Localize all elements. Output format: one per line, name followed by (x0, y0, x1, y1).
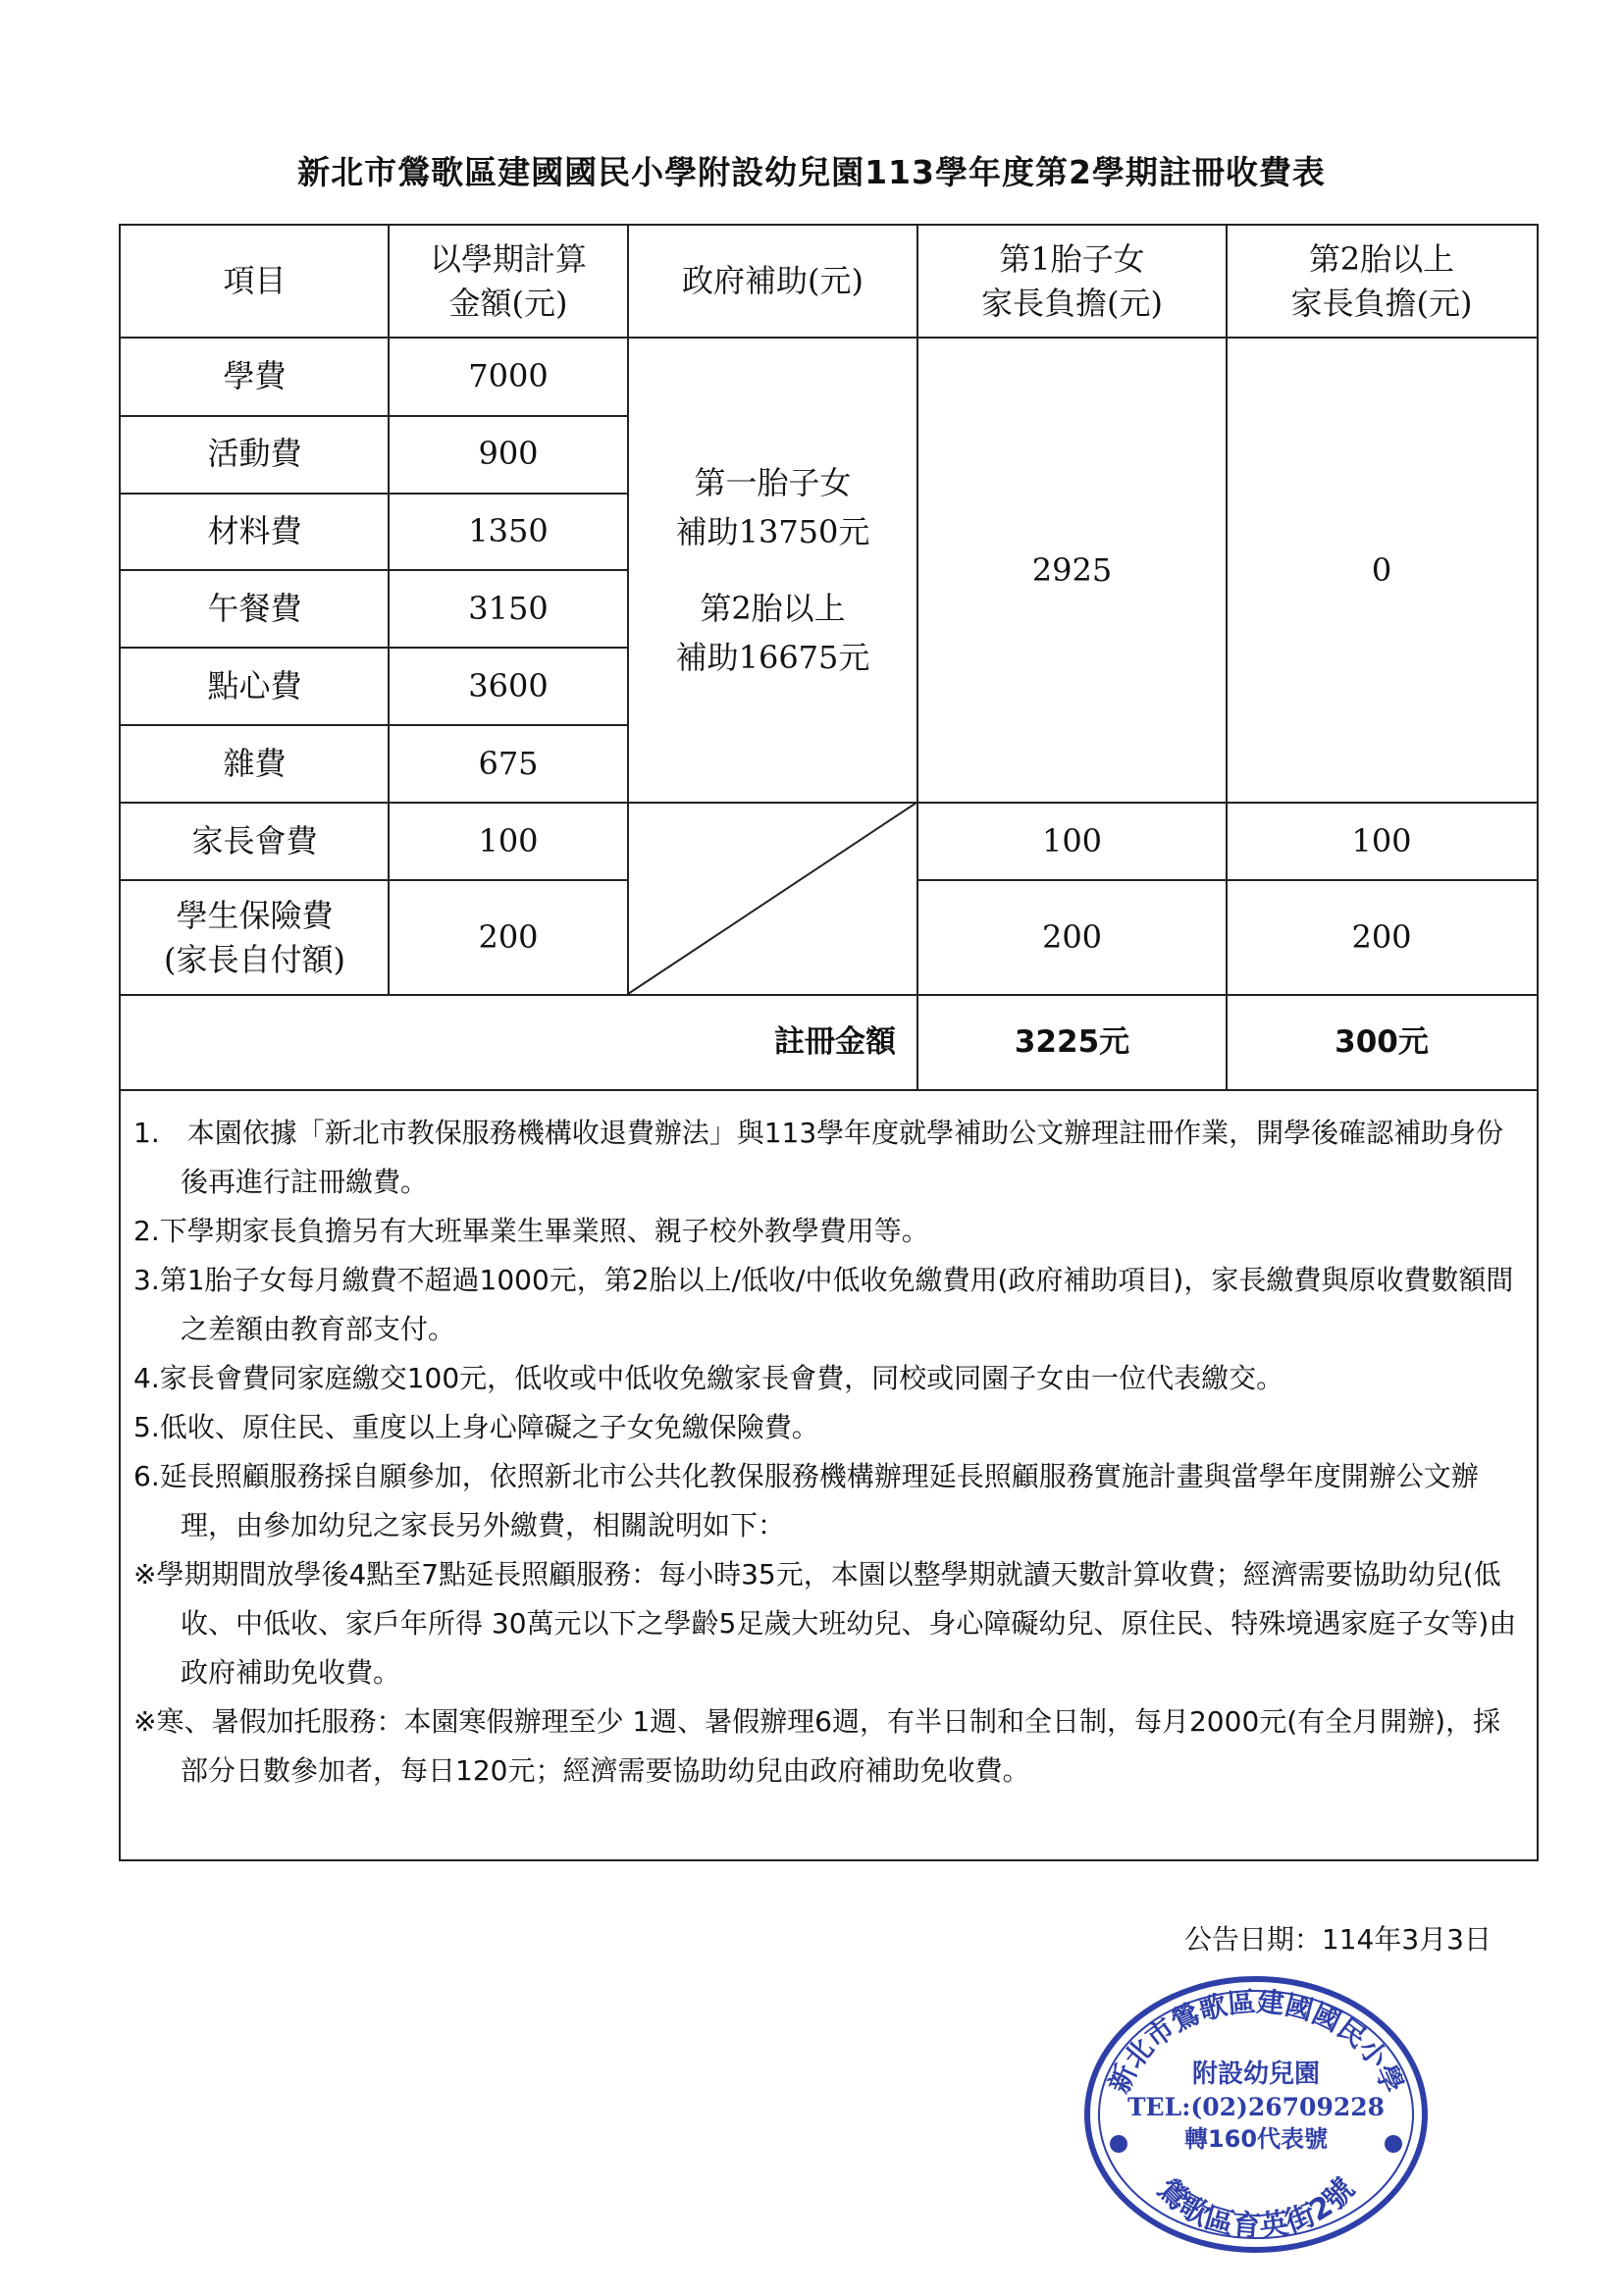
row-activity-item: 活動費 (207, 435, 302, 473)
note-7: ※學期期間放學後4點至7點延長照顧服務：每小時35元，本園以整學期就讀天數計算收費；經濟需要協助幼兒(低收、中低收、家戶年所得 30萬元以下之學齡5足歲大班幼兒、身心障礙幼兒、原住民、特殊境遇家庭子女等)由政府補助免收費。 (133, 1558, 1517, 1689)
seal-bottom-text: 鶯歌區育英街2號 (1150, 2171, 1362, 2245)
header-semester-amount: 以學期計算 金額(元) (429, 239, 587, 322)
row-snack-amount: 3600 (468, 667, 549, 705)
header-gov-subsidy: 政府補助(元) (682, 262, 864, 300)
plum-blossom-icon (1110, 2135, 1127, 2153)
row-material-item: 材料費 (207, 512, 302, 550)
note-6: 6.延長照顧服務採自願參加，依照新北市公共化教保服務機構辦理延長照顧服務實施計畫與當學年度開辦公文辦理，由參加幼兒之家長另外繳費，相關說明如下： (133, 1460, 1479, 1541)
diagonal-slash (628, 803, 917, 995)
row-insurance-amount: 200 (478, 918, 539, 957)
row-tuition-item: 學費 (223, 357, 287, 395)
subsidy-text: 第一胎子女 補助13750元 第2胎以上 補助16675元 (675, 464, 870, 676)
row-lunch-item: 午餐費 (207, 590, 302, 628)
seal-line-3: 轉160代表號 (1183, 2125, 1329, 2153)
seal-line-2: TEL:(02)26709228 (1126, 2093, 1386, 2121)
note-4: 4.家長會費同家庭繳交100元，低收或中低收免繳家長會費，同校或同園子女由一位代表繳交。 (133, 1362, 1284, 1394)
total-second: 300元 (1335, 1023, 1429, 1060)
note-2: 2.下學期家長負擔另有大班畢業生畢業照、親子校外教學費用等。 (133, 1215, 929, 1247)
row-misc-item: 雜費 (223, 745, 287, 783)
row-parent-fee-amount: 100 (478, 822, 539, 861)
row-parent-fee-second: 100 (1351, 822, 1412, 861)
total-first: 3225元 (1014, 1023, 1130, 1060)
row-snack-item: 點心費 (207, 667, 302, 705)
row-lunch-amount: 3150 (468, 590, 549, 628)
note-5: 5.低收、原住民、重度以上身心障礙之子女免繳保險費。 (133, 1411, 819, 1443)
second-child-share: 0 (1371, 550, 1392, 589)
announce-date: 公告日期：114年3月3日 (1183, 1923, 1492, 1956)
notes (133, 1109, 1527, 1796)
total-label: 註冊金額 (774, 1023, 896, 1060)
row-insurance-second: 200 (1351, 918, 1412, 957)
row-tuition-amount: 7000 (468, 357, 549, 395)
header-second-child: 第2胎以上 家長負擔(元) (1290, 239, 1473, 322)
row-parent-fee-first: 100 (1041, 822, 1103, 861)
row-parent-fee-item: 家長會費 (191, 822, 318, 861)
row-misc-amount: 675 (478, 745, 539, 783)
note-8: ※寒、暑假加托服務：本園寒假辦理至少 1週、暑假辦理6週，有半日制和全日制，每月2000元(有全月開辦)，採部分日數參加者，每日120元；經濟需要協助幼兒由政府補助免收費。 (133, 1705, 1501, 1787)
row-insurance-item: 學生保險費 (家長自付額) (164, 896, 345, 978)
plum-blossom-icon (1385, 2135, 1402, 2153)
seal-line-1: 附設幼兒園 (1191, 2060, 1321, 2089)
seal-outer-text: 新北市鶯歌區建國國民小學 (1102, 1985, 1410, 2099)
note-3: 3.第1胎子女每月繳費不超過1000元，第2胎以上/低收/中低收免繳費用(政府補助項目)，家長繳費與原收費數額間之差額由教育部支付。 (133, 1264, 1514, 1345)
first-child-share: 2925 (1031, 550, 1113, 589)
row-material-amount: 1350 (468, 512, 549, 550)
header-first-child: 第1胎子女 家長負擔(元) (981, 239, 1163, 322)
row-insurance-first: 200 (1041, 918, 1103, 957)
note-1: 1. 本園依據「新北市教保服務機構收退費辦法」與113學年度就學補助公文辦理註冊作業，開學後確認補助身份後再進行註冊繳費。 (133, 1117, 1504, 1198)
row-activity-amount: 900 (478, 435, 539, 473)
header-item: 項目 (223, 262, 287, 300)
school-seal (1079, 1972, 1433, 2257)
page-title: 新北市鶯歌區建國國民小學附設幼兒園113學年度第2學期註冊收費表 (297, 153, 1326, 191)
